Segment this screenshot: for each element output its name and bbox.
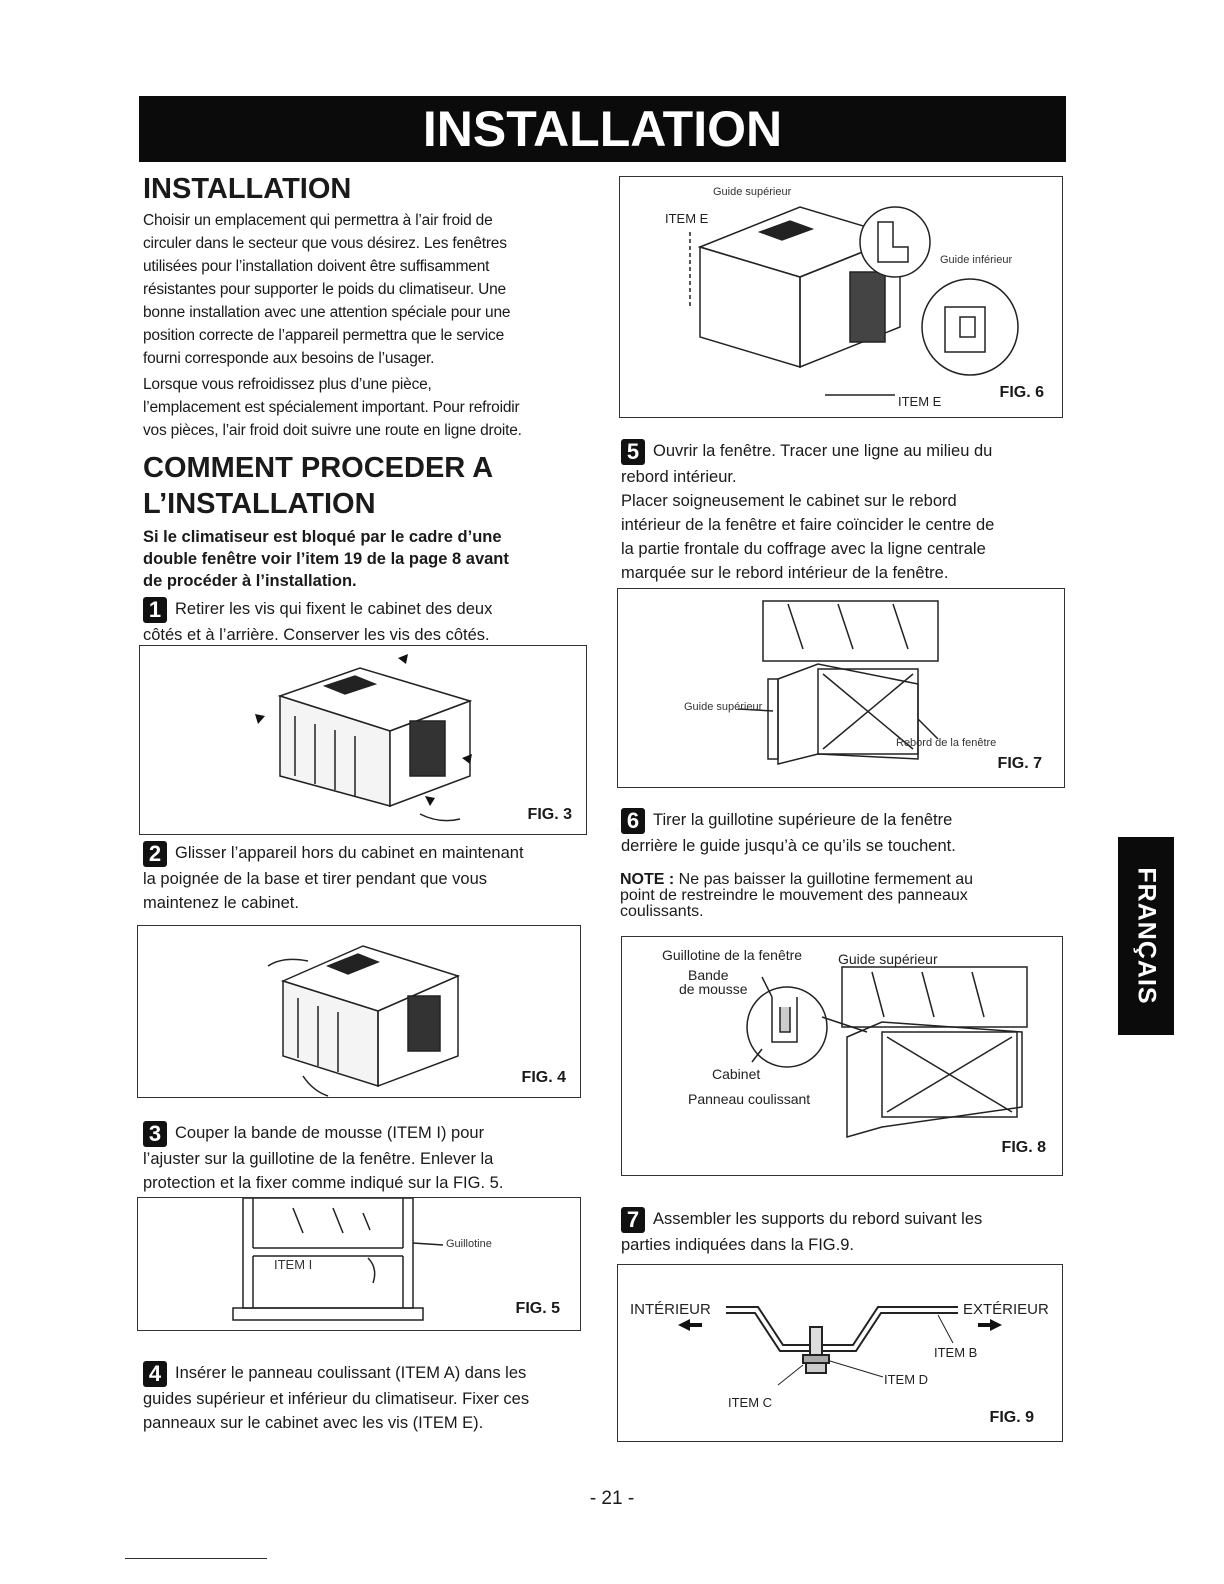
ac-unit-sliding-out-illustration [138, 926, 582, 1099]
figure-6 [619, 176, 1063, 418]
section-title-procedure: COMMENT PROCEDER A L’INSTALLATION [143, 452, 494, 520]
guide-superieur-label: Guide supérieur [838, 951, 938, 967]
figure-7 [617, 588, 1065, 788]
step-3: 3 Couper la bande de mousse (ITEM I) pour l’ajuster sur la guillotine de la fenêtre. Enlever la protection et la fixer comme indiqué sur la FIG. 5. [143, 1121, 504, 1192]
page-banner: INSTALLATION [139, 96, 1066, 162]
guide-inferieur-label: Guide inférieur [940, 254, 1013, 266]
figure-label: FIG. 9 [989, 1409, 1034, 1426]
guide-superieur-label: Guide supérieur [684, 701, 763, 713]
panneau-label: Panneau coulissant [688, 1091, 811, 1107]
figure-4 [137, 925, 581, 1098]
item-e-bottom-label: ITEM E [898, 394, 942, 409]
ac-unit-screws-illustration [140, 646, 588, 836]
mousse-label: de mousse [679, 981, 748, 997]
bande-label: Bande [688, 967, 729, 983]
figure-label: FIG. 6 [999, 384, 1044, 401]
rebord-label: Rebord de la fenêtre [896, 737, 997, 749]
exterieur-label: EXTÉRIEUR [963, 1301, 1049, 1318]
step-4: 4 Insérer le panneau coulissant (ITEM A) dans les guides supérieur et inférieur du climatiseur. Fixer ces panneaux sur le cabinet avec les vis (ITEM E). [143, 1361, 530, 1432]
step-1: 1 Retirer les vis qui fixent le cabinet des deux côtés et à l’arrière. Conserver les vis des côtés. [143, 597, 493, 644]
step-5: 5 Ouvrir la fenêtre. Tracer une ligne au milieu du rebord intérieur. Placer soigneusement le cabinet sur le rebord intérieur de la fenêtre et faire coïncider le centre de la partie frontale du coffrage avec la ligne centrale marquée sur le rebord intérieur de la fenêtre. [621, 439, 995, 582]
item-b-label: ITEM B [934, 1345, 978, 1360]
double-window-warning: Si le climatiseur est bloqué par le cadre d’une double fenêtre voir l’item 19 de la page 8 avant de procéder à l’installation. [143, 528, 509, 590]
step-number: 3 [143, 1121, 167, 1147]
step-number: 2 [143, 841, 167, 867]
language-tab-label: FRANÇAIS [1132, 867, 1161, 1005]
item-c-label: ITEM C [728, 1395, 773, 1410]
figure-9 [617, 1264, 1063, 1442]
step-6: 6 Tirer la guillotine supérieure de la fenêtre derrière le guide jusqu’à ce qu’ils se touchent. [621, 808, 956, 855]
figure-label: FIG. 4 [521, 1069, 566, 1086]
guillotine-label: Guillotine de la fenêtre [662, 947, 803, 963]
step-number: 1 [143, 597, 167, 623]
figure-8 [621, 936, 1063, 1176]
figure-label: FIG. 3 [527, 806, 572, 823]
step-number: 5 [621, 439, 645, 465]
guillotine-label: Guillotine [446, 1238, 492, 1250]
step-7: 7 Assembler les supports du rebord suivant les parties indiquées dans la FIG.9. [621, 1207, 983, 1254]
figure-5 [137, 1197, 581, 1331]
section-title-installation: INSTALLATION [143, 173, 352, 205]
figure-label: FIG. 8 [1001, 1139, 1046, 1156]
figure-label: FIG. 7 [997, 755, 1042, 772]
step-number: 4 [143, 1361, 167, 1387]
step-number: 7 [621, 1207, 645, 1233]
item-e-top-label: ITEM E [665, 211, 709, 226]
note-block: NOTE : Ne pas baisser la guillotine fermement au point de restreindre le mouvement des panneaux coulissants. [620, 871, 974, 920]
figure-label: FIG. 5 [515, 1300, 560, 1317]
item-d-label: ITEM D [884, 1372, 929, 1387]
location-paragraph: Lorsque vous refroidissez plus d’une pièce, l’emplacement est spécialement important. Pour refroidir vos pièces, l’air froid doit suivre une route en ligne droite. [143, 376, 522, 439]
intro-paragraph: Choisir un emplacement qui permettra à l’air froid de circuler dans le secteur que vous désirez. Les fenêtres utilisées pour l’installation doivent être suffisamment résistantes pour supporter le poids du climatiseur. Une bonne installation avec une attention spéciale pour une position correcte de l’appareil permettra que le service fourni corresponde aux besoins de l’usager. [143, 212, 511, 367]
step-2: 2 Glisser l’appareil hors du cabinet en maintenant la poignée de la base et tirer pendant que vous maintenez le cabinet. [143, 841, 524, 912]
figure-3 [139, 645, 587, 835]
footer-rule [125, 1558, 267, 1559]
language-tab [1118, 837, 1174, 1035]
guide-superieur-label: Guide supérieur [713, 186, 792, 198]
step-number: 6 [621, 808, 645, 834]
page-number: - 21 - [589, 1488, 635, 1509]
cabinet-label: Cabinet [712, 1066, 761, 1082]
interieur-label: INTÉRIEUR [630, 1301, 711, 1318]
item-i-label: ITEM I [274, 1257, 313, 1272]
